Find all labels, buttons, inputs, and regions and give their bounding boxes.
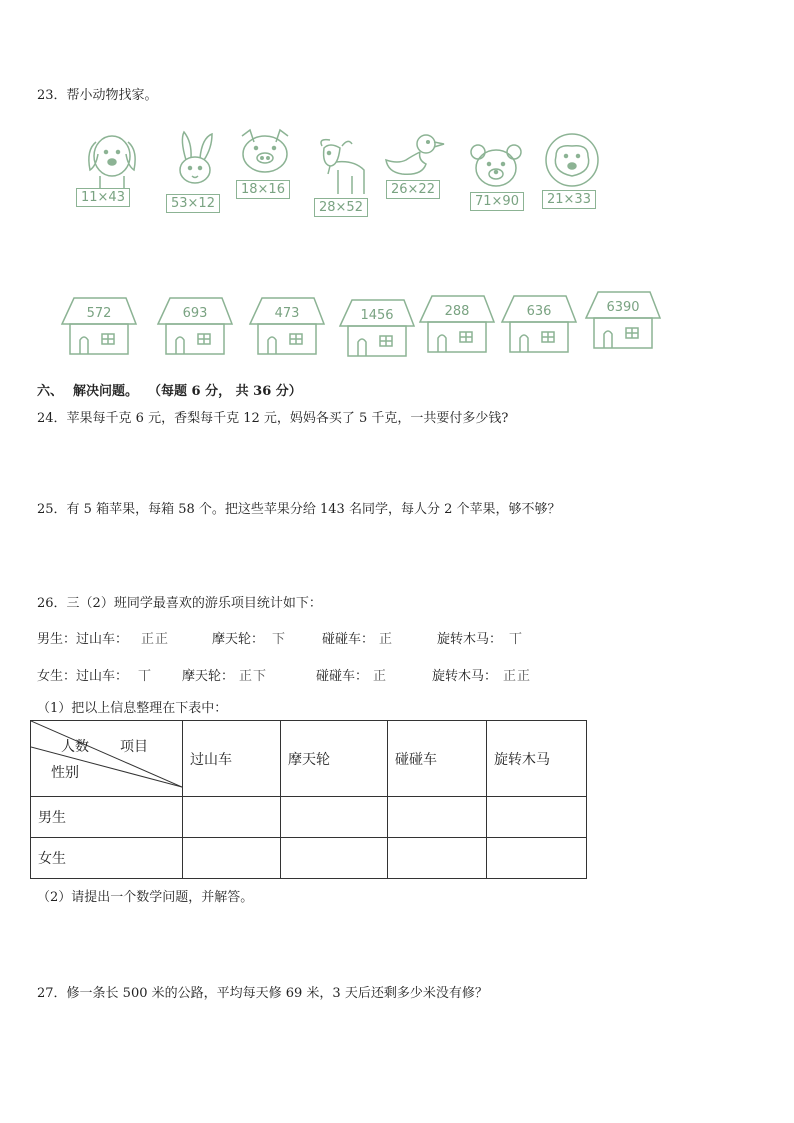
houses-row xyxy=(0,290,794,360)
monkey-card xyxy=(538,132,610,222)
house-number: 288 xyxy=(444,304,470,319)
section-6-heading xyxy=(37,380,302,399)
house-6 xyxy=(500,294,578,356)
dog-label: 11×43 xyxy=(76,188,130,207)
house-5 xyxy=(418,294,496,356)
question-23: 23．帮小动物找家。 xyxy=(37,88,158,103)
question-24: 24．苹果每千克 6 元，香梨每千克 12 元，妈妈各买了 5 千克，一共要付多少钱? xyxy=(37,411,509,426)
girls-carousel-label: 旋转木马： xyxy=(432,669,498,684)
girls-coaster-label: 女生：过山车： xyxy=(37,669,129,684)
table-row xyxy=(31,797,587,838)
question-25: 25．有 5 箱苹果，每箱 58 个。把这些苹果分给 143 名同学，每人分 2 个苹果，够不够？ xyxy=(37,502,561,517)
duck-label: 26×22 xyxy=(386,180,440,199)
table-cell[interactable] xyxy=(183,797,281,838)
row-header: 男生 xyxy=(31,797,183,838)
house-3 xyxy=(248,296,326,358)
monkey-icon xyxy=(538,132,606,190)
house-2 xyxy=(156,296,234,358)
corner-item-label: 项目 xyxy=(120,739,148,755)
question-26-part-2: （2）请提出一个数学问题，并解答。 xyxy=(37,890,254,905)
question-27: 27．修一条长 500 米的公路，平均每天修 69 米，3 天后还剩多少米没有修？ xyxy=(37,986,488,1001)
house-number: 636 xyxy=(526,304,552,319)
girls-bumper-label: 碰碰车： xyxy=(316,669,369,684)
bear-card xyxy=(466,142,536,232)
column-header: 碰碰车 xyxy=(388,721,487,797)
corner-people-label: 人数 xyxy=(61,739,89,755)
house-number: 1456 xyxy=(360,308,394,323)
corner-gender-label: 性别 xyxy=(51,765,79,781)
column-header: 摩天轮 xyxy=(281,721,388,797)
table-cell[interactable] xyxy=(281,838,388,879)
pig-label: 18×16 xyxy=(236,180,290,199)
girls-ferris-label: 摩天轮： xyxy=(182,669,235,684)
girls-carousel-tally: 正正 xyxy=(503,669,532,684)
dog-icon xyxy=(76,130,146,190)
goat-icon xyxy=(308,136,374,198)
monkey-label: 21×33 xyxy=(542,190,596,209)
duck-icon xyxy=(382,130,448,182)
girls-ferris-tally: 正下 xyxy=(239,669,268,684)
boys-bumper-label: 碰碰车： xyxy=(322,632,375,647)
rabbit-card xyxy=(164,130,234,225)
row-header: 女生 xyxy=(31,838,183,879)
table-cell[interactable] xyxy=(388,797,487,838)
pig-icon xyxy=(234,128,296,178)
table-cell[interactable] xyxy=(388,838,487,879)
boys-ferris-tally: 下 xyxy=(272,632,287,647)
section-number: 六、 xyxy=(37,384,64,399)
house-4 xyxy=(338,298,416,360)
bear-icon xyxy=(466,142,526,194)
house-1 xyxy=(60,296,138,358)
column-header: 过山车 xyxy=(183,721,281,797)
house-7 xyxy=(584,290,662,352)
rabbit-icon xyxy=(164,130,224,192)
boys-carousel-tally: 丅 xyxy=(509,632,524,647)
rabbit-label: 53×12 xyxy=(166,194,220,213)
house-number: 6390 xyxy=(606,300,640,315)
house-number: 572 xyxy=(86,306,112,321)
house-number: 473 xyxy=(274,306,300,321)
table-cell[interactable] xyxy=(183,838,281,879)
question-26: 26．三（2）班同学最喜欢的游乐项目统计如下： xyxy=(37,596,322,611)
boys-coaster-label: 男生：过山车： xyxy=(37,632,129,647)
table-header-row xyxy=(31,721,587,797)
table-cell[interactable] xyxy=(487,797,587,838)
column-header: 旋转木马 xyxy=(487,721,587,797)
boys-ferris-label: 摩天轮： xyxy=(212,632,265,647)
table-cell[interactable] xyxy=(281,797,388,838)
house-number: 693 xyxy=(182,306,208,321)
goat-label: 28×52 xyxy=(314,198,368,217)
section-note: （每题 6 分， 共 36 分） xyxy=(148,384,302,399)
goat-card xyxy=(308,136,378,231)
girls-coaster-tally: 丅 xyxy=(138,669,153,684)
bear-label: 71×90 xyxy=(470,192,524,211)
table-cell[interactable] xyxy=(487,838,587,879)
boys-coaster-tally: 正正 xyxy=(141,632,170,647)
pig-card xyxy=(234,128,304,218)
girls-bumper-tally: 正 xyxy=(373,669,388,684)
dog-card xyxy=(76,130,146,220)
diagonal-lines xyxy=(31,721,182,796)
stats-table xyxy=(30,720,587,879)
table-row xyxy=(31,838,587,879)
animals-row xyxy=(0,120,794,230)
boys-bumper-tally: 正 xyxy=(379,632,394,647)
duck-card xyxy=(382,130,452,220)
section-title: 解决问题。 xyxy=(73,384,139,399)
question-26-part-1: （1）把以上信息整理在下表中： xyxy=(37,701,228,716)
boys-carousel-label: 旋转木马： xyxy=(437,632,503,647)
table-corner-cell xyxy=(31,721,183,797)
